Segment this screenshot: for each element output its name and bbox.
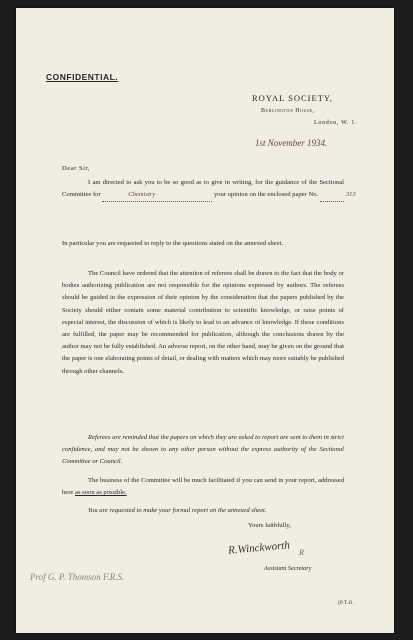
signature: R.Winckworth [227, 539, 291, 557]
paragraph-formal-report: You are requested to make your formal report on the annexed sheet. [88, 507, 267, 514]
signatory-role: Assistant Secretary [264, 565, 312, 572]
paragraph-confidence: Referees are reminded that the papers on which they are asked to report are sent to them in strict confidence, and may not be shown to any other person without the express authority of the Sectional Committee or Council. [62, 434, 344, 466]
address-line-1: Burlington House, [261, 108, 315, 114]
business-text: The business of the Committee will be much facilitated if you can send in your report, addressed here [62, 477, 344, 497]
confidential-heading: CONFIDENTIAL. [46, 72, 119, 82]
paragraph-request [62, 177, 356, 202]
paper-number-field [320, 189, 356, 202]
asap-text: as soon as possible. [75, 489, 127, 497]
request-text-b: your opinion on the enclosed paper No. [213, 191, 319, 199]
closing: Yours faithfully, [248, 522, 291, 529]
paper-number-value: 313 [345, 191, 356, 199]
address-line-2: London, W. 1. [314, 120, 358, 126]
paragraph-council: The Council have ordered that the attention of referees shall be drawn to the fact that the body or bodies authorizing publication are not responsible for the opinions expressed by authors. The referees should be guided in the expression of their opinion by the consideration that the papers published by the Society should either contain some material contribution to scientific knowledge, or raise points of especial interest, the discussion of which is likely to lead to an advance of knowledge. If these conditions are fulfilled, the paper may be recommended for publication, although the conclusions drawn by the author may not be fully established. An adverse report, on the other hand, may be given on the ground that the paper is one elaborating points of detail, or dealing with matters which may more suitably be published through other channels. [62, 270, 344, 375]
paragraph-questions: In particular you are requested to reply to the questions stated on the annexed sheet. [62, 240, 284, 247]
margin-note: Prof G. P. Thomson F.R.S. [30, 572, 125, 582]
paragraph-business [62, 475, 344, 499]
handwritten-date: 1st November 1934. [255, 138, 328, 148]
request-text-a: I am directed to ask you to be so good as to give in writing, for the guidance of the Sectional Committee for [62, 179, 344, 199]
signature-initial: R [299, 548, 304, 557]
pto-mark: [P.T.O. [338, 601, 355, 606]
committee-field [102, 189, 212, 202]
salutation: Dear Sir, [62, 165, 91, 172]
committee-value: Chemistry [128, 191, 156, 199]
org-name: ROYAL SOCIETY, [252, 93, 334, 103]
